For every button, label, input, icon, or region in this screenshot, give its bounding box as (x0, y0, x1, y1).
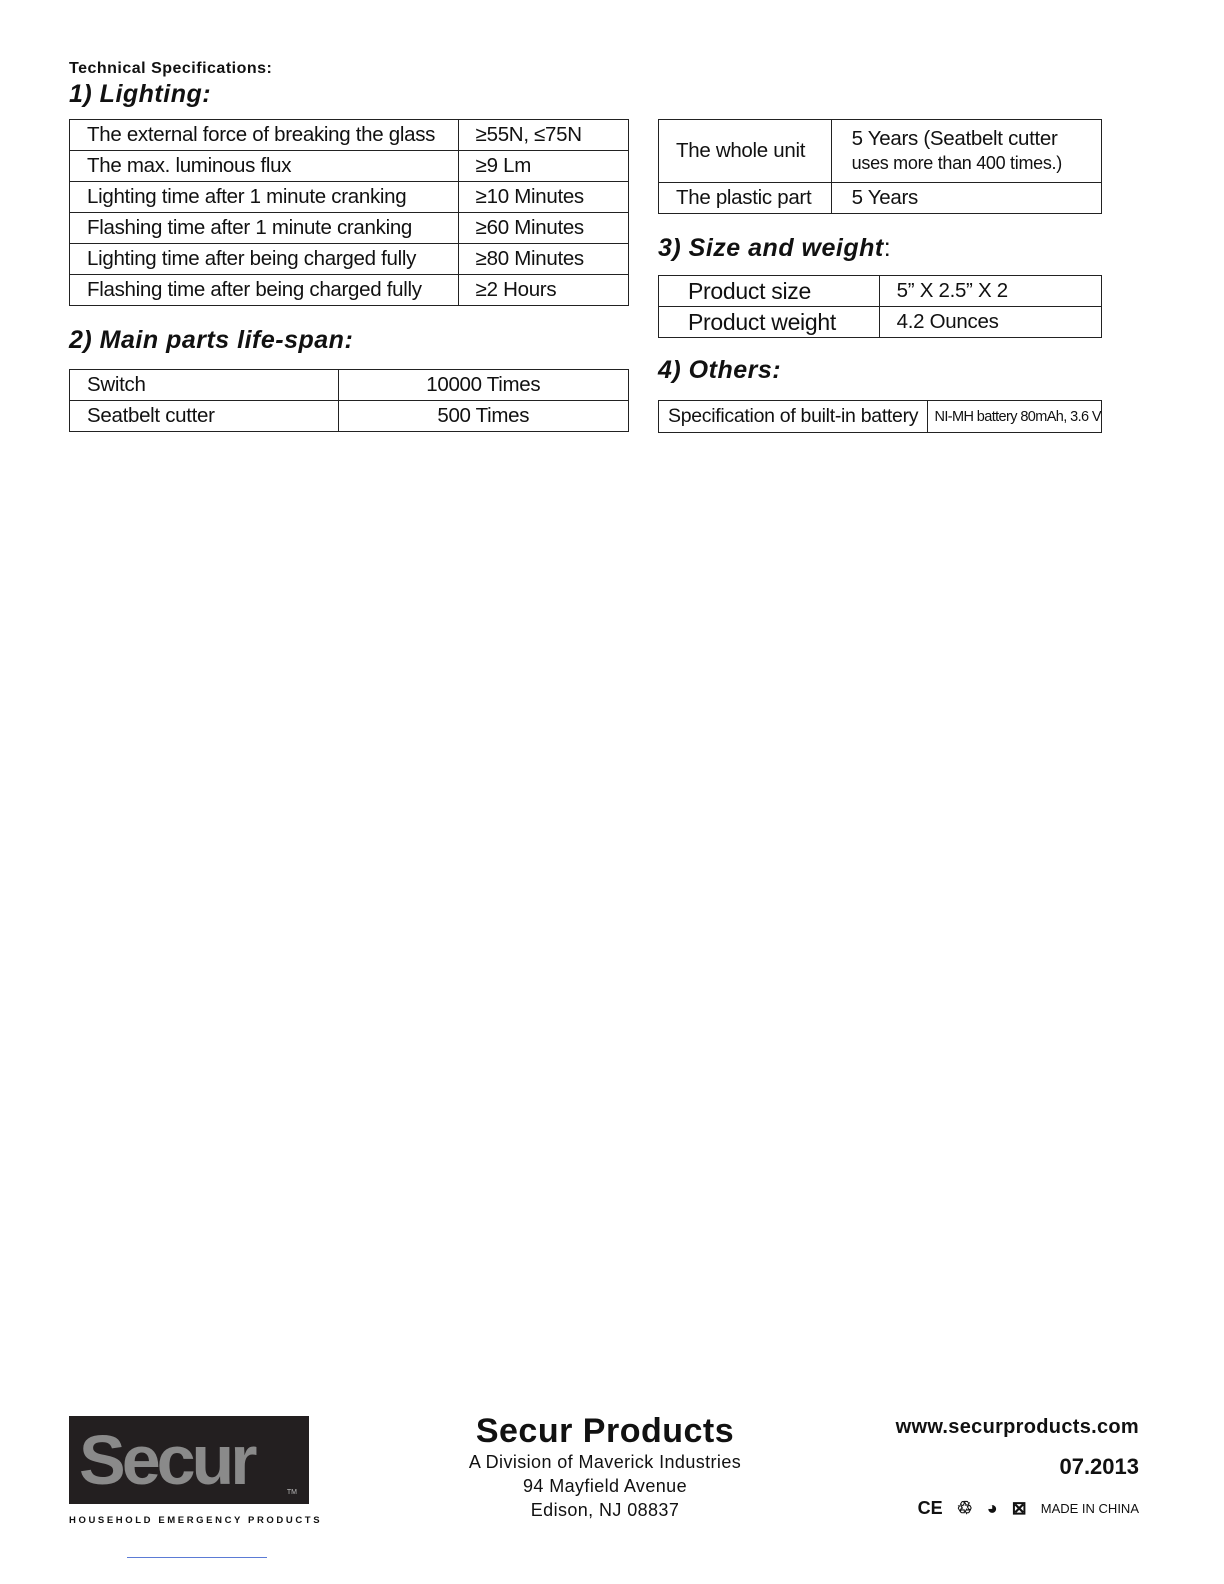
company-name: Secur Products (475, 1412, 735, 1450)
spec-value: ≥60 Minutes (458, 213, 628, 244)
recycle-icon: ♲ (956, 1498, 973, 1518)
spec-value: ≥2 Hours (458, 275, 628, 306)
spec-label: The whole unit (659, 120, 832, 183)
spec-label: The external force of breaking the glass (70, 120, 459, 151)
spec-value: 10000 Times (338, 370, 628, 401)
spec-label: Switch (70, 370, 339, 401)
spec-value (831, 120, 1101, 183)
green-dot-icon: ◕ (986, 1498, 998, 1518)
table-row (659, 307, 1102, 338)
spec-value: 4.2 Ounces (879, 307, 1101, 338)
spec-value: 5” X 2.5” X 2 (879, 276, 1101, 307)
company-city: Edison, NJ 08837 (530, 1500, 680, 1520)
made-in-china-label: MADE IN CHINA (1040, 1501, 1139, 1516)
spec-label: Product size (659, 276, 880, 307)
size-heading-text: 3) Size and weight (658, 234, 884, 262)
document-date: 07.2013 (1059, 1454, 1139, 1479)
document-title: Technical Specifications: (69, 60, 273, 77)
spec-label: Specification of built-in battery (659, 401, 928, 433)
secur-logo (69, 1416, 309, 1504)
logo-tagline: HOUSEHOLD EMERGENCY PRODUCTS (69, 1515, 323, 1526)
lighting-table (69, 119, 629, 306)
size-heading-colon: : (883, 234, 892, 262)
spec-label: Lighting time after being charged fully (70, 244, 459, 275)
table-row (70, 213, 629, 244)
table-row (659, 276, 1102, 307)
lighting-heading: 1) Lighting: (69, 80, 212, 108)
spec-label: Flashing time after being charged fully (70, 275, 459, 306)
spec-label: The plastic part (659, 183, 832, 214)
spec-value: NI-MH battery 80mAh, 3.6 V (928, 401, 1102, 433)
spec-value: 500 Times (338, 401, 628, 432)
table-row (70, 182, 629, 213)
size-heading (658, 234, 891, 263)
spec-value: 5 Years (831, 183, 1101, 214)
table-row (659, 120, 1102, 183)
divider (127, 1557, 267, 1558)
spec-value: ≥55N, ≤75N (458, 120, 628, 151)
spec-label: Seatbelt cutter (70, 401, 339, 432)
table-row (70, 275, 629, 306)
others-table (658, 400, 1102, 433)
crossed-bin-icon: ⊠ (1011, 1498, 1027, 1518)
spec-label: Product weight (659, 307, 880, 338)
spec-value-line: 5 Years (Seatbelt cutter (851, 127, 1058, 150)
table-row (659, 401, 1102, 433)
spec-label: The max. luminous flux (70, 151, 459, 182)
others-heading: 4) Others: (658, 356, 782, 384)
spec-value: ≥80 Minutes (458, 244, 628, 275)
table-row (659, 183, 1102, 214)
table-row (70, 401, 629, 432)
certification-marks (918, 1498, 1139, 1519)
website-link[interactable]: www.securproducts.com (895, 1416, 1139, 1438)
spec-label: Lighting time after 1 minute cranking (70, 182, 459, 213)
table-row (70, 151, 629, 182)
table-row (70, 120, 629, 151)
company-division: A Division of Maverick Industries (468, 1452, 742, 1472)
logo-trademark: TM (286, 1489, 297, 1496)
company-street: 94 Mayfield Avenue (523, 1476, 687, 1496)
logo-wordmark: Secur (79, 1421, 254, 1499)
lifespan-table-2 (658, 119, 1102, 214)
table-row (70, 370, 629, 401)
size-table (658, 275, 1102, 338)
ce-mark-icon: CE (917, 1498, 943, 1518)
table-row (70, 244, 629, 275)
spec-value: ≥9 Lm (458, 151, 628, 182)
spec-value-line: uses more than 400 times.) (851, 153, 1062, 173)
spec-label: Flashing time after 1 minute cranking (70, 213, 459, 244)
lifespan-table (69, 369, 629, 432)
spec-value: ≥10 Minutes (458, 182, 628, 213)
lifespan-heading: 2) Main parts life-span: (69, 326, 354, 354)
